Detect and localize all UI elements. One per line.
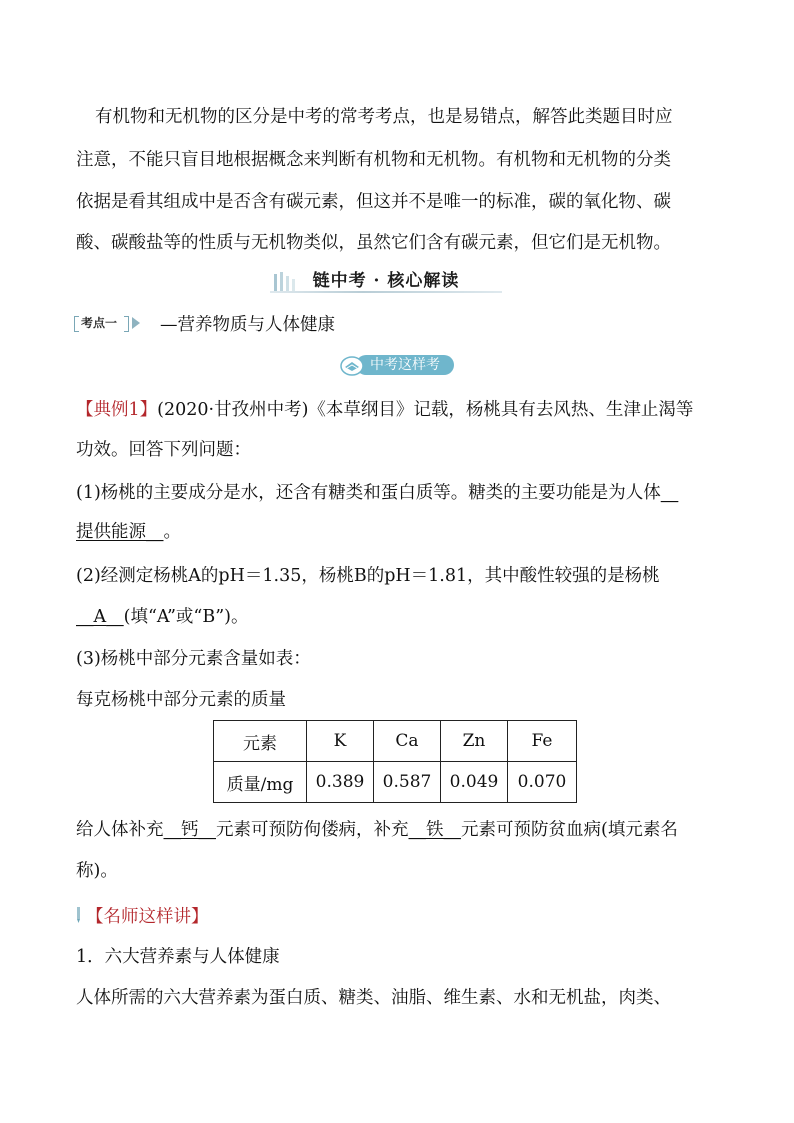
table-row: [214, 762, 577, 803]
table-cell: K: [307, 721, 374, 762]
teacher-tip-label: 【名师这样讲】: [86, 907, 209, 927]
q3-answer-2: __铁__: [408, 820, 461, 840]
q2-blank-post: __: [106, 607, 124, 627]
q1-answer: 提供能源: [76, 522, 146, 542]
kaodian-tag: [74, 316, 144, 332]
table-caption: 每克杨桃中部分元素的质量: [76, 690, 286, 710]
q1-blank-pre: __: [660, 483, 679, 503]
table-cell: 质量/mg: [214, 762, 307, 803]
kaodian-title: —营养物质与人体健康: [160, 315, 335, 335]
q2-blank-pre: __: [76, 607, 94, 627]
intro-line-2: 注意，不能只盲目地根据概念来判断有机物和无机物。有机物和无机物的分类: [76, 150, 671, 170]
q2-end: (填“A”或“B”)。: [123, 607, 249, 627]
table-cell: 0.049: [441, 762, 508, 803]
q2-answer: A: [93, 607, 107, 627]
table-cell: 元素: [214, 721, 307, 762]
q1-end: 。: [163, 522, 181, 542]
question-3-answer-cont: 称)。: [76, 861, 118, 881]
table-header-row: [214, 721, 577, 762]
section-heading: 1．六大营养素与人体健康: [76, 947, 280, 967]
intro-line-1: 有机物和无机物的区分是中考的常考考点，也是易错点，解答此类题目时应: [95, 107, 673, 127]
q3-answer-1: __钙__: [163, 820, 216, 840]
teacher-tip: [76, 905, 209, 929]
question-2-cont: [76, 605, 249, 629]
pencil-icon: [76, 907, 82, 923]
zhongkao-badge: [338, 353, 456, 377]
kaodian-title-text: 营养物质与人体健康: [177, 315, 335, 335]
q1-blank-post: __: [146, 522, 164, 542]
banner-title: 链中考 · 核心解读: [312, 271, 460, 291]
question-3: (3)杨桃中部分元素含量如表：: [76, 649, 311, 669]
question-2: (2)经测定杨桃A的pH＝1.35，杨桃B的pH＝1.81，其中酸性较强的是杨桃: [76, 566, 660, 586]
book-icon: [340, 353, 366, 377]
intro-line-3: 依据是看其组成中是否含有碳元素，但这并不是唯一的标准，碳的氧化物、碳: [76, 192, 671, 212]
q1-text: (1)杨桃的主要成分是水，还含有糖类和蛋白质等。糖类的主要功能是为人体: [76, 483, 661, 503]
table-cell: 0.070: [508, 762, 577, 803]
section-banner: [270, 268, 502, 296]
section-line-1: 人体所需的六大营养素为蛋白质、糖类、油脂、维生素、水和无机盐，肉类、: [76, 988, 671, 1008]
table-cell: 0.587: [374, 762, 441, 803]
bracket-left: [74, 316, 79, 332]
badge-pill: 中考这样考: [356, 355, 454, 375]
table-cell: Ca: [374, 721, 441, 762]
kaodian-tag-text: 考点一: [81, 316, 118, 330]
table-cell: Fe: [508, 721, 577, 762]
table-cell: Zn: [441, 721, 508, 762]
arrow-icon: [132, 317, 140, 329]
example-line-1-text: (2020·甘孜州中考)《本草纲目》记载，杨桃具有去风热、生津止渴等: [157, 400, 694, 420]
example-line-2: 功效。回答下列问题：: [76, 440, 251, 460]
element-table: [213, 720, 577, 803]
q3-ans-a: 给人体补充: [76, 820, 164, 840]
example-line-1: [76, 398, 693, 422]
bracket-right: [124, 316, 129, 332]
question-1: [76, 481, 678, 505]
q3-ans-b: 元素可预防佝偻病，补充: [216, 820, 409, 840]
question-1-cont: [76, 520, 181, 544]
intro-line-4: 酸、碳酸盐等的性质与无机物类似，虽然它们含有碳元素，但它们是无机物。: [76, 233, 671, 253]
question-3-answer: [76, 818, 678, 842]
q3-ans-c: 元素可预防贫血病(填元素名: [461, 820, 678, 840]
table-cell: 0.389: [307, 762, 374, 803]
example-tag: 【典例1】: [76, 400, 158, 420]
